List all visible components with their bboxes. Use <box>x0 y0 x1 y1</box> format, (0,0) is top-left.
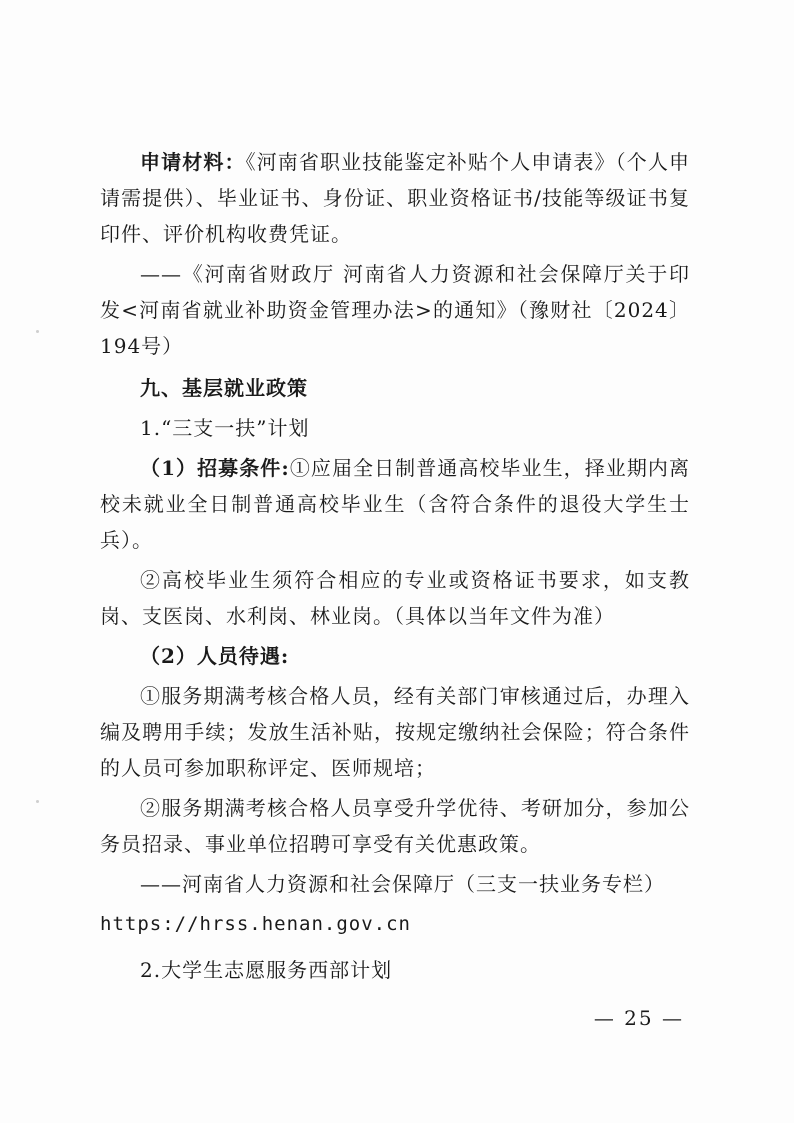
recruitment-conditions-2: ②高校毕业生须符合相应的专业或资格证书要求，如支教岗、支医岗、水利岗、林业岗。（具体以当年文件为准） <box>100 568 690 628</box>
document-body <box>100 144 690 992</box>
section-9-title: 九、基层就业政策 <box>140 376 308 400</box>
application-materials-paragraph <box>100 144 690 252</box>
recruitment-conditions-paragraph <box>100 450 690 558</box>
source-citation-2: ——河南省人力资源和社会保障厅（三支一扶业务专栏） <box>140 872 665 896</box>
scan-margin-mark <box>36 800 39 803</box>
recruitment-conditions-text: ①应届全日制普通高校毕业生，择业期内离校未就业全日制普通高校毕业生（含符合条件的退役大学生士兵）。 <box>100 456 690 552</box>
recruitment-conditions-label: （1）招募条件: <box>140 456 290 480</box>
item-1-title: 1.“三支一扶”计划 <box>140 416 310 440</box>
application-materials-text: 《河南省职业技能鉴定补贴个人申请表》（个人申请需提供）、毕业证书、身份证、职业资格证书/技能等级证书复印件、评价机构收费凭证。 <box>100 150 691 246</box>
treatment-1: ①服务期满考核合格人员，经有关部门审核通过后，办理入编及聘用手续；发放生活补贴，按规定缴纳社会保险；符合条件的人员可参加职称评定、医师规培； <box>100 684 690 780</box>
source-citation-1: ——《河南省财政厅 河南省人力资源和社会保障厅关于印发<河南省就业补助资金管理办法>的通知》（豫财社〔2024〕194号） <box>100 262 690 358</box>
page-number: — 25 — <box>593 1006 684 1030</box>
treatment-2: ②服务期满考核合格人员享受升学优待、考研加分，参加公务员招录、事业单位招聘可享受有关优惠政策。 <box>100 796 690 856</box>
treatment-label: （2）人员待遇: <box>140 644 290 668</box>
item-2-title: 2.大学生志愿服务西部计划 <box>140 958 393 982</box>
source-url: https://hrss.henan.gov.cn <box>100 913 411 935</box>
application-materials-label: 申请材料： <box>140 150 246 174</box>
scan-margin-mark <box>36 330 39 333</box>
